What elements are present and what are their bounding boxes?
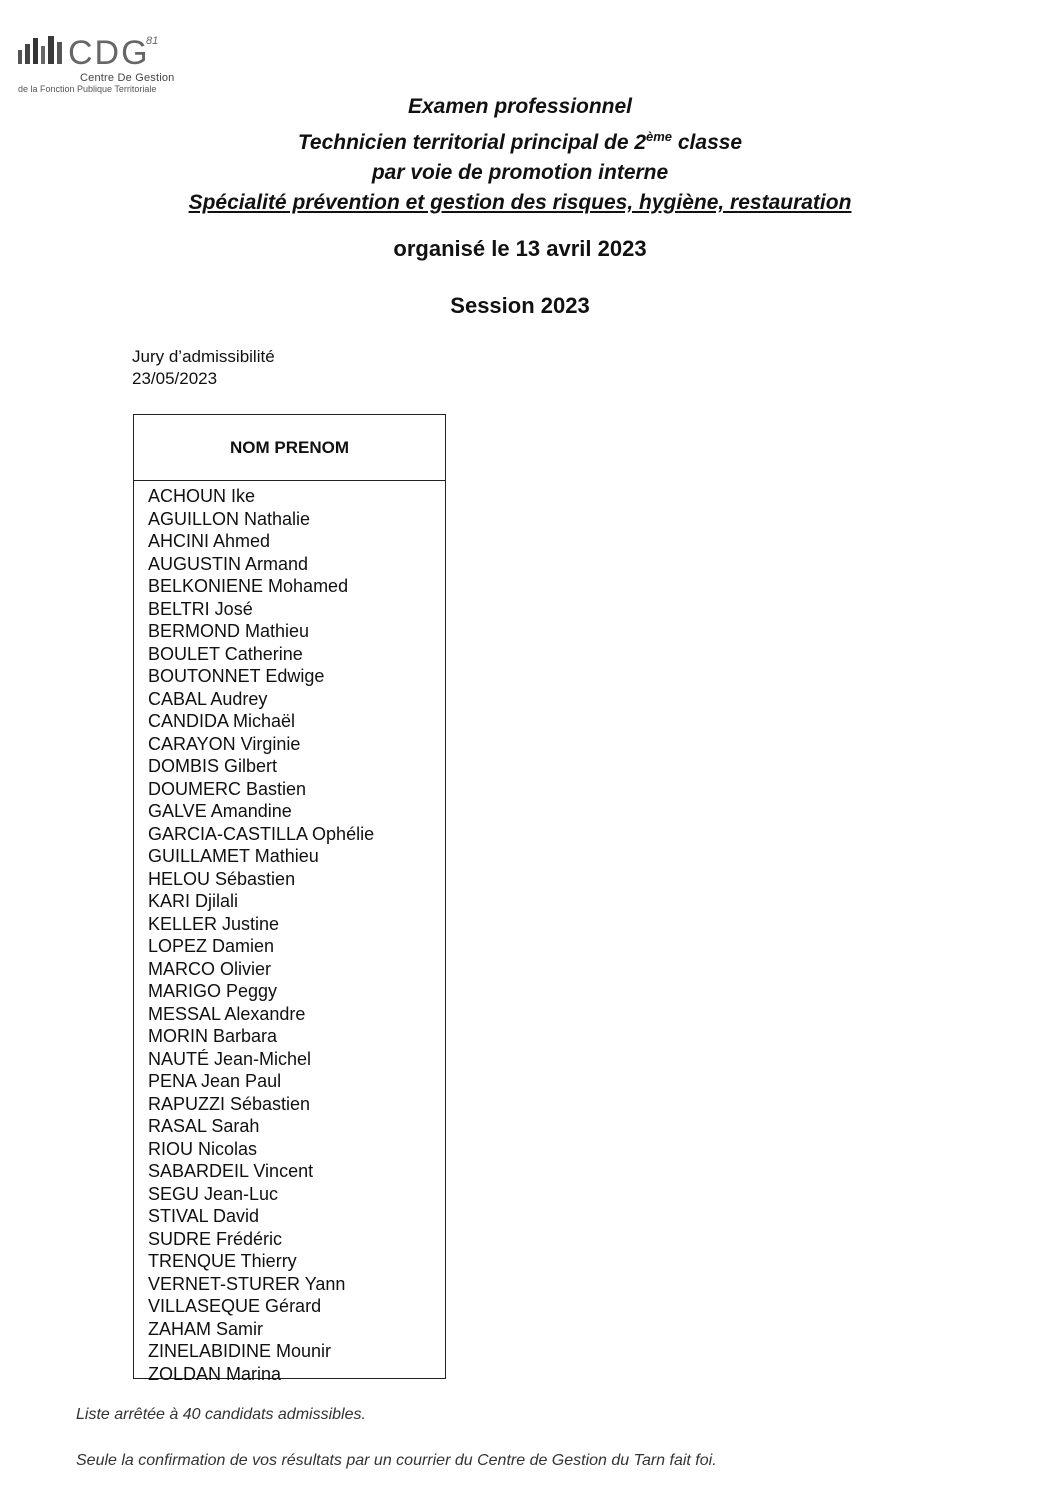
table-row: VILLASEQUE Gérard — [148, 1296, 322, 1316]
title-line-2-sup: ème — [646, 129, 673, 144]
logo-superscript: 81 — [146, 35, 159, 47]
table-row: BELTRI José — [148, 598, 253, 619]
table-row: PENA Jean Paul — [148, 1071, 282, 1091]
candidate-list — [134, 481, 445, 1385]
exam-date: organisé le 13 avril 2023 — [393, 236, 647, 261]
title-line-2 — [0, 122, 1040, 158]
table-row: VERNET-STURER Yann — [148, 1273, 346, 1294]
title-line-3: par voie de promotion interne — [371, 161, 669, 184]
table-row: SABARDEIL Vincent — [148, 1161, 314, 1181]
logo-line-1: Centre De Gestion — [80, 72, 175, 84]
table-row: MESSAL Alexandre — [148, 1003, 306, 1024]
footer-note-count: Liste arrêtée à 40 candidats admissibles. — [76, 1406, 366, 1423]
table-row: GALVE Amandine — [148, 801, 292, 821]
table-row: ZINELABIDINE Mounir — [148, 1341, 332, 1361]
cdg81-logo — [18, 30, 188, 100]
table-row: SUDRE Frédéric — [148, 1228, 283, 1249]
candidates-table — [133, 414, 446, 1384]
jury-date: 23/05/2023 — [132, 369, 218, 388]
table-row: AUGUSTIN Armand — [148, 553, 309, 574]
table-row: GUILLAMET Mathieu — [148, 846, 319, 866]
table-header: NOM PRENOM — [134, 415, 445, 481]
table-row: ACHOUN Ike — [148, 486, 256, 506]
table-row: MARIGO Peggy — [148, 981, 278, 1001]
table-row: KARI Djilali — [148, 891, 239, 911]
logo-line-2: de la Fonction Publique Territoriale — [18, 84, 157, 94]
table-row: ZAHAM Samir — [148, 1318, 264, 1339]
table-row: AGUILLON Nathalie — [148, 508, 311, 529]
table-row: NAUTÉ Jean-Michel — [148, 1048, 312, 1069]
table-row: AHCINI Ahmed — [148, 531, 271, 551]
table-row: STIVAL David — [148, 1206, 260, 1226]
table-row: KELLER Justine — [148, 913, 280, 934]
table-row: DOUMERC Bastien — [148, 778, 307, 799]
table-row: ZOLDAN Marina — [148, 1363, 282, 1384]
table-row: RIOU Nicolas — [148, 1138, 258, 1159]
session-label: Session 2023 — [450, 293, 590, 318]
table-row: DOMBIS Gilbert — [148, 756, 278, 776]
table-row: TRENQUE Thierry — [148, 1251, 297, 1271]
table-row: LOPEZ Damien — [148, 936, 275, 956]
table-row: GARCIA-CASTILLA Ophélie — [148, 823, 375, 844]
table-row: CARAYON Virginie — [148, 733, 301, 754]
table-row: BOUTONNET Edwige — [148, 666, 325, 686]
table-row: SEGU Jean-Luc — [148, 1183, 279, 1204]
cdg-logo-icon — [18, 30, 188, 74]
table-row: CANDIDA Michaël — [148, 711, 296, 731]
jury-label: Jury d’admissibilité — [132, 347, 275, 366]
table-row: MORIN Barbara — [148, 1026, 278, 1046]
table-row: MARCO Olivier — [148, 958, 272, 979]
title-line-1: Examen professionnel — [407, 95, 633, 118]
title-line-2-suffix: classe — [672, 131, 743, 154]
jury-info — [132, 346, 275, 390]
table-row: BELKONIENE Mohamed — [148, 576, 349, 596]
logo-mark-text: CDG — [68, 34, 150, 72]
title-line-4: Spécialité prévention et gestion des risques, hygiène, restauration — [188, 191, 852, 214]
table-row: RASAL Sarah — [148, 1116, 260, 1136]
document-title — [0, 92, 1040, 218]
table-row: CABAL Audrey — [148, 688, 268, 709]
table-row: RAPUZZI Sébastien — [148, 1093, 311, 1114]
title-line-2-prefix: Technicien territorial principal de 2 — [297, 131, 647, 154]
footer-note-confirmation: Seule la confirmation de vos résultats par un courrier du Centre de Gestion du Tarn fait foi. — [76, 1452, 717, 1469]
table-row: BERMOND Mathieu — [148, 621, 310, 641]
table-row: BOULET Catherine — [148, 643, 303, 664]
table-row: HELOU Sébastien — [148, 868, 296, 889]
